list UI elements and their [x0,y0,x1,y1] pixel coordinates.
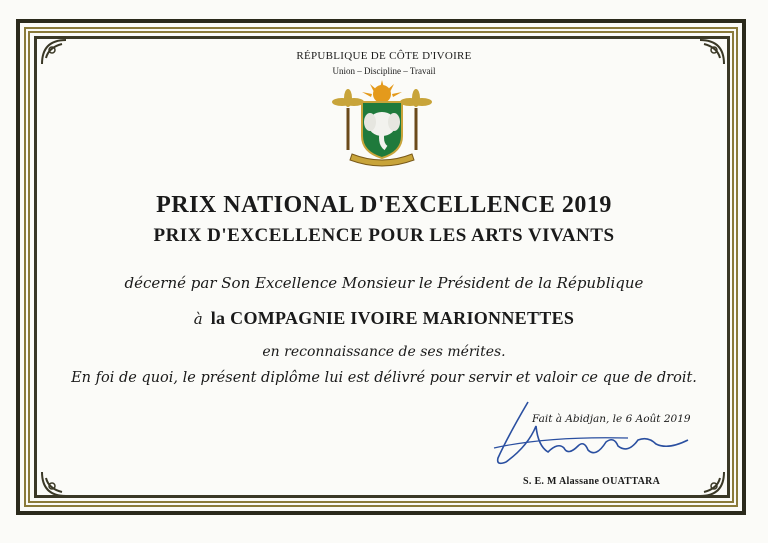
national-motto: Union – Discipline – Travail [332,66,436,76]
signer-name: S. E. M Alassane OUATTARA [523,476,661,487]
corner-ornament-bottom-left-icon [40,470,68,498]
merit-line: en reconnaissance de ses mérites. [262,344,506,360]
recipient-prefix: à [193,310,203,328]
corner-ornament-bottom-right-icon [698,470,726,498]
coat-of-arms-emblem-icon [330,80,434,170]
place-and-date: Fait à Abidjan, le 6 Août 2019 [532,413,691,425]
award-subtitle: PRIX D'EXCELLENCE POUR LES ARTS VIVANTS [153,225,615,246]
republic-name: RÉPUBLIQUE DE CÔTE D'IVOIRE [296,50,472,62]
recipient-name: la COMPAGNIE IVOIRE MARIONNETTES [210,308,575,328]
handwritten-signature-icon [488,396,698,476]
awarded-by-line: décerné par Son Excellence Monsieur le Président de la République [124,274,644,292]
award-title: PRIX NATIONAL D'EXCELLENCE 2019 [156,192,612,218]
recipient-line [0,308,768,329]
statement-line: En foi de quoi, le présent diplôme lui est délivré pour servir et valoir ce que de droit. [71,370,697,386]
